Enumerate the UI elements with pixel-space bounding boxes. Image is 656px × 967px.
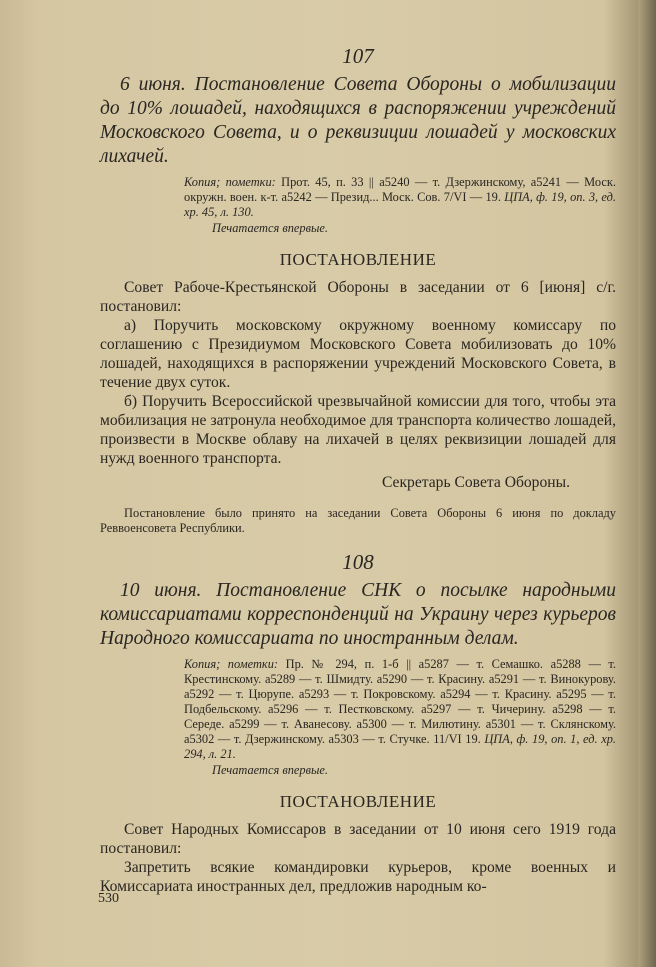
signature: Секретарь Совета Обороны. xyxy=(381,474,570,491)
footnote-107: Постановление было принято на заседании Совета Обороны 6 июня по докладу Реввоенсовета Республики. xyxy=(100,506,616,535)
archive-reference-108 xyxy=(184,657,616,762)
page-number: 530 xyxy=(98,891,119,906)
meta-text: Прот. 45, п. 33 || а5240 — т. Дзержинскому, а5241 — Моск. окружн. воен. к-т. а5242 — Презид... Моск. Сов. 7/VI — 19. xyxy=(184,175,616,204)
document-number-107: 107 xyxy=(342,44,374,68)
point-a-paragraph: а) Поручить московскому окружному военному комиссару по соглашению с Президиумом Московского Совета мобилизовать до 10% лошадей, находящихся в распоряжении учреждений Московского Совета, в течение двух суток. xyxy=(100,317,616,391)
archive-reference-107 xyxy=(184,175,616,220)
book-spine xyxy=(638,0,656,967)
document-number-108: 108 xyxy=(342,550,374,574)
point-b-paragraph: б) Поручить Всероссийской чрезвычайной комиссии для того, чтобы эта мобилизация не затронула необходимое для транспорта количество лошадей, произвести в Москве облаву на лихачей в целях реквизиции лошадей для нужд военного транспорта. xyxy=(100,393,616,467)
page-content xyxy=(100,44,616,896)
meta-text: Пр. № 294, п. 1-б || а5287 — т. Семашко. а5288 — т. Крестинскому. а5289 — т. Шмидту. а5290 — т. Красину. а5291 — т. Винокурову. а5292 — т. Цюрупе. а5293 — т. Покровскому. а5294 — т. Красину. а5295 — т. Подбельскому. а5296 — т. Пестковскому. а5297 — т. Чичерину. а5298 — т. Середе. а5299 — т. Аванесову. а5300 — т. Милютину. а5301 — т. Склянскому. а5302 — т. Дзержинскому. а5303 — т. Стучке. 11/VI 19. xyxy=(184,657,616,746)
intro-paragraph-107: Совет Рабоче-Крестьянской Обороны в заседании от 6 [июня] с/г. постановил: xyxy=(100,279,616,315)
section-title-108: ПОСТАНОВЛЕНИЕ xyxy=(279,792,437,811)
meta-archive: ЦПА, ф. 19, оп. 1, ед. хр. 294, л. 21. xyxy=(184,732,616,761)
section-title-107: ПОСТАНОВЛЕНИЕ xyxy=(279,250,437,269)
meta-label: Копия; пометки: xyxy=(184,657,279,671)
meta-label: Копия; пометки: xyxy=(184,175,276,189)
intro-paragraph-108: Совет Народных Комиссаров в заседании от 10 июня сего 1919 года постановил: xyxy=(100,821,616,857)
publication-note-108: Печатается впервые. xyxy=(212,763,328,777)
document-heading-108: 10 июня. Постановление СНК о посылке народными комиссариатами корреспонденций на Украину через курьеров Народного комиссариата по иностранным делам. xyxy=(100,580,616,649)
body-paragraph-108: Запретить всякие командировки курьеров, кроме военных и Комиссариата иностранных дел, предложив народным ко- xyxy=(100,859,616,895)
publication-note-107: Печатается впервые. xyxy=(212,221,328,235)
meta-archive: ЦПА, ф. 19, оп. 3, ед. хр. 45, л. 130. xyxy=(184,190,616,219)
document-heading-107: 6 июня. Постановление Совета Обороны о мобилизации до 10% лошадей, находящихся в распоряжении учреждений Московского Совета, и о реквизиции лошадей у московских лихачей. xyxy=(100,74,616,167)
